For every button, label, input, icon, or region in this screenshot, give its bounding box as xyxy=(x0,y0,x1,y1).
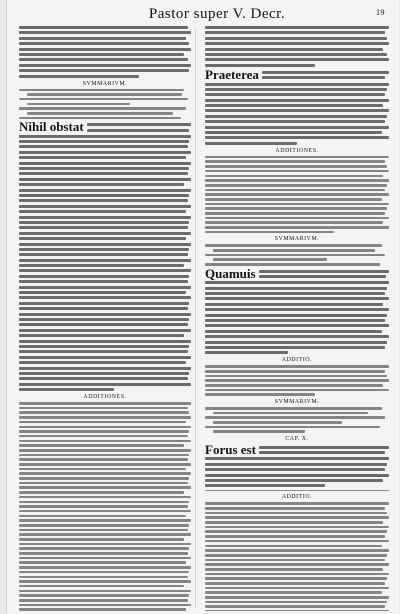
additions-text xyxy=(19,402,191,611)
section-rule xyxy=(205,490,389,491)
section-opening-quamuis xyxy=(205,265,389,281)
left-column xyxy=(19,26,191,611)
column-gutter xyxy=(195,28,196,608)
right-column xyxy=(205,26,389,611)
summary-heading-1: SVMMARIVM. xyxy=(274,236,320,243)
lead-word-forus: Forus est xyxy=(205,442,256,458)
section-opening-praeterea xyxy=(205,69,389,81)
chapter-heading: CAP. X. xyxy=(285,436,309,443)
text-block-main xyxy=(19,135,191,391)
lead-word: Nihil obstat xyxy=(19,119,84,135)
page-title: Pastor super V. Decr. xyxy=(148,6,286,22)
additions-text-2 xyxy=(205,365,389,396)
text-block-top xyxy=(205,26,389,67)
summary-heading: SVMMARIVM. xyxy=(82,80,128,87)
additions-heading-2: ADDITIO. xyxy=(281,357,313,364)
section-opening-forus xyxy=(205,444,389,456)
summary-heading-2: SVMMARIVM. xyxy=(274,399,320,405)
additions-heading-3: ADDITIO. xyxy=(281,494,313,501)
section-opening xyxy=(19,121,191,133)
additions-heading: ADDITIONES. xyxy=(83,394,127,401)
summary-list-1 xyxy=(205,244,389,265)
additions-heading-1: ADDITIONES. xyxy=(275,147,319,154)
summary-list xyxy=(19,89,191,120)
lead-word-praeterea: Praeterea xyxy=(205,67,259,83)
page-sheet xyxy=(6,0,399,614)
additions-text-3 xyxy=(205,502,389,611)
additions-text-1 xyxy=(205,156,389,234)
text-block-quamuis xyxy=(205,281,389,354)
text-block-intro xyxy=(19,26,191,78)
lead-word-quamuis: Quamuis xyxy=(205,265,256,281)
text-block-forus xyxy=(205,457,389,487)
running-header xyxy=(7,6,399,26)
text-block-praeterea xyxy=(205,83,389,145)
folio-number: 19 xyxy=(376,8,385,17)
summary-list-2 xyxy=(205,407,389,433)
